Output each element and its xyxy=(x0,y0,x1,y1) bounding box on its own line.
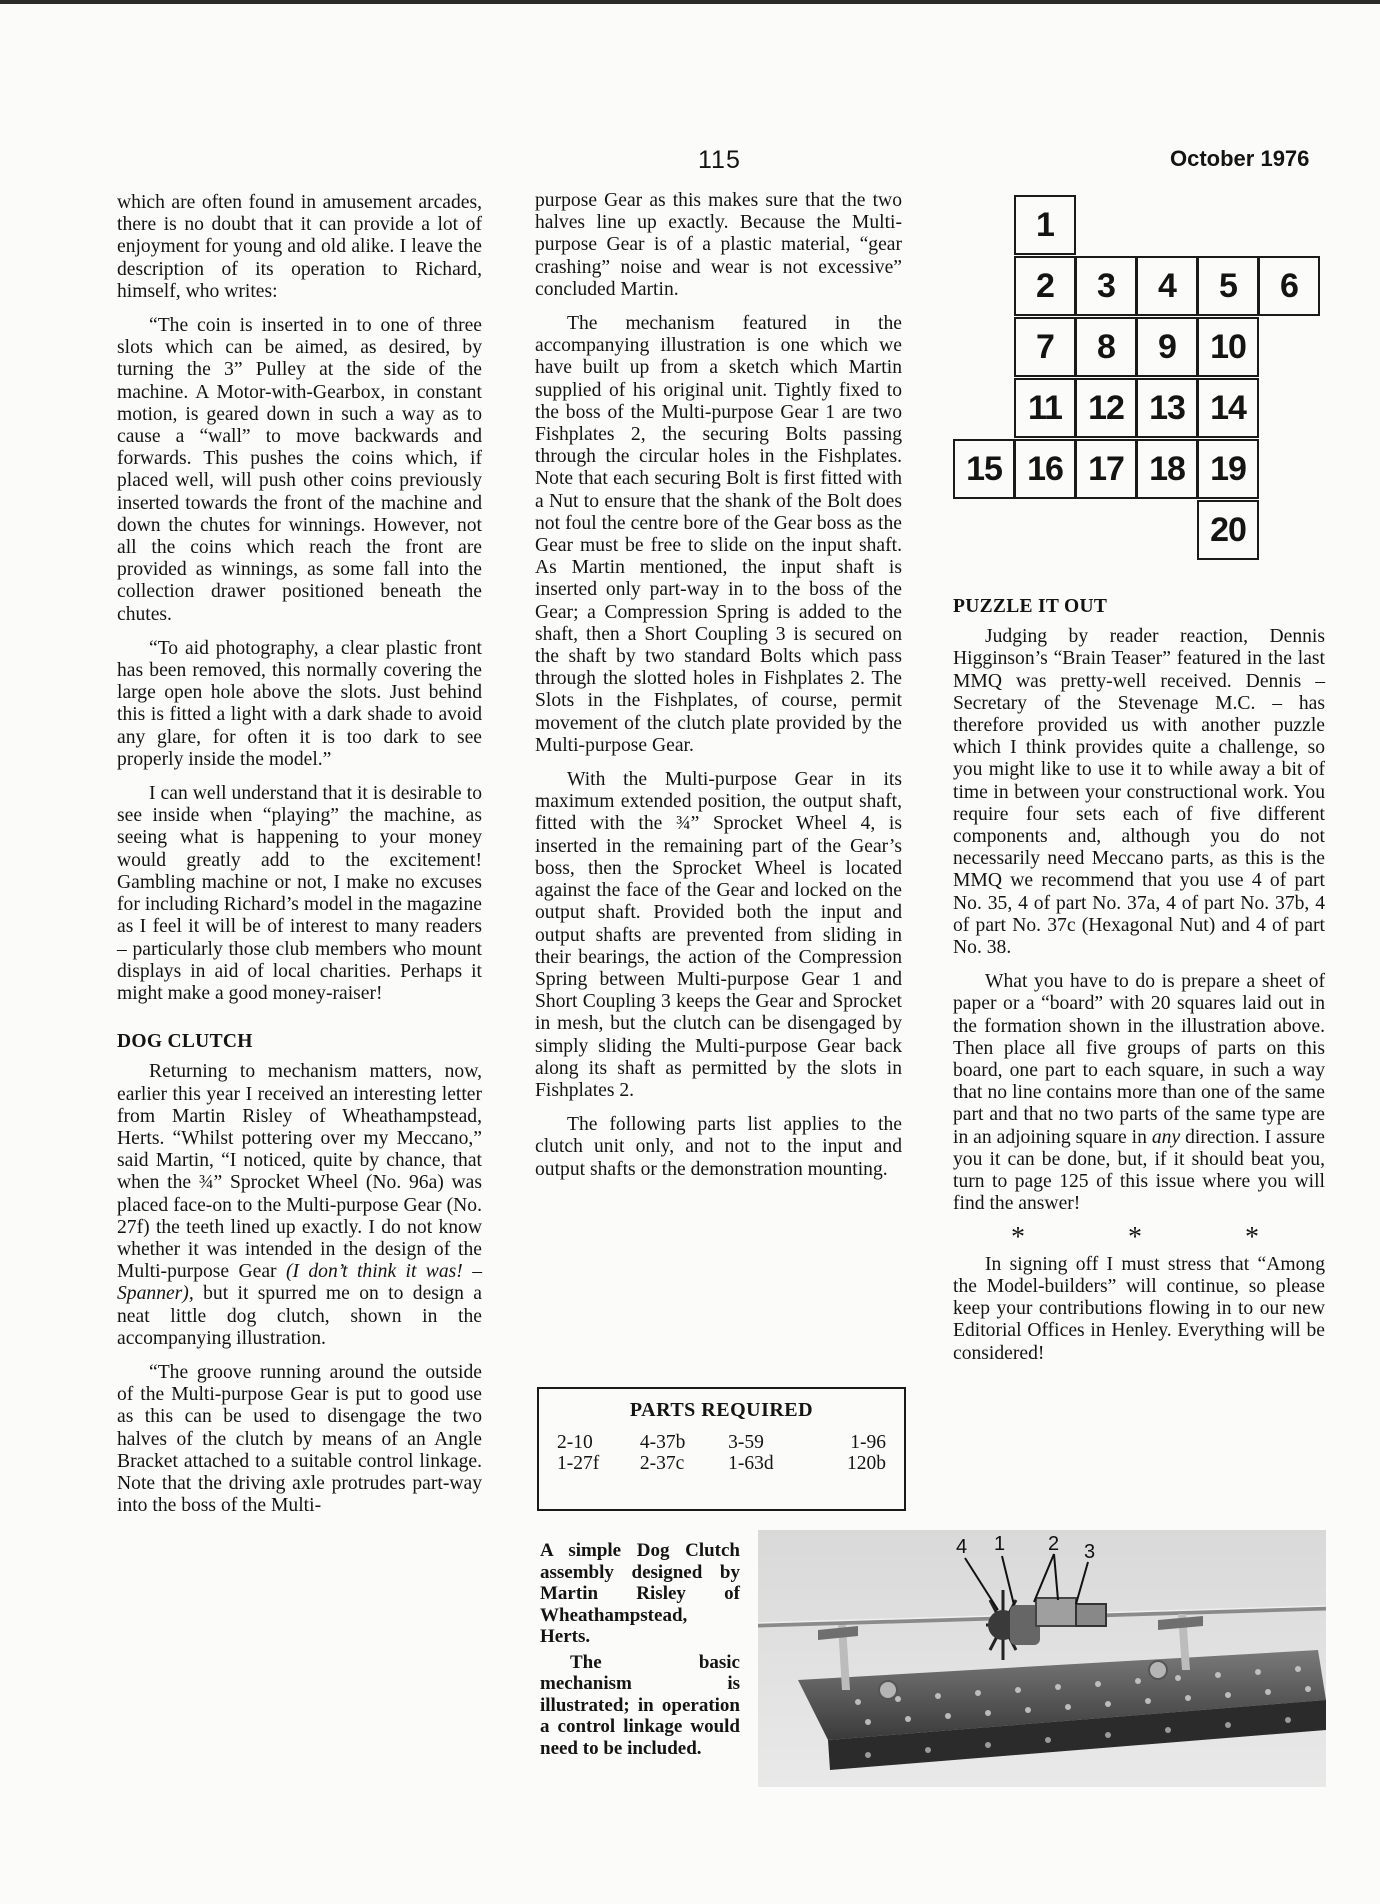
emphasis: any xyxy=(1151,1126,1181,1148)
paragraph: “The groove running around the outside of the Multi-purpose Gear is put to good use as this can be used to disengage the two halves of the clutch by means of an Angle Bracket attached to a suitable control linkage. Note that the driving axle protrudes part-way into the boss of the Multi- xyxy=(117,1361,482,1517)
puzzle-square: 3 xyxy=(1075,256,1137,316)
column-2 xyxy=(535,190,902,1193)
section-divider-stars: * * * xyxy=(1011,1222,1307,1254)
paragraph: which are often found in amusement arcades, there is no doubt that it can provide a lot of enjoyment for young and old alike. I leave the description of its operation to Richard, himself, who writes: xyxy=(117,192,482,302)
section-heading-puzzle: PUZZLE IT OUT xyxy=(953,596,1108,617)
issue-date: October 1976 xyxy=(1170,146,1310,171)
puzzle-square: 19 xyxy=(1197,439,1259,499)
paragraph: I can well understand that it is desirable to see inside when “playing” the machine, as seeing what is happening to your money would greatly add to the excitement! Gambling machine or not, I make no excuses for including Richard’s model in the magazine as I feel it will be of interest to many readers – particularly those club members who mount displays in aid of local charities. Perhaps it might make a good money-raiser! xyxy=(117,783,482,1004)
caption-line: A simple Dog Clutch assembly designed by Martin Risley of Wheathampstead, Herts. xyxy=(540,1540,740,1647)
table-cell: 4-37b xyxy=(639,1432,686,1453)
column-3 xyxy=(953,596,1325,1377)
photo-label-4: 4 xyxy=(956,1536,968,1558)
column-1 xyxy=(117,192,482,1529)
puzzle-square: 10 xyxy=(1197,317,1259,377)
photo-caption xyxy=(540,1540,740,1763)
puzzle-square: 2 xyxy=(1014,256,1076,316)
paragraph: “The coin is inserted in to one of three slots which can be aimed, as desired, by turning the 3” Pulley at the side of the machine. A Motor-with-Gearbox, in constant motion, is geared down in such a way as to cause a “wall” to move backwards and forwards. This pushes the coins which, if placed well, will push other coins previously inserted towards the front of the machine and down the chutes for winnings. However, not all the coins which reach the front are provided as winnings, as some fall into the collection drawer positioned beneath the chutes. xyxy=(117,315,482,625)
paragraph xyxy=(953,971,1325,1215)
puzzle-square: 5 xyxy=(1197,256,1259,316)
puzzle-square: 1 xyxy=(1014,195,1076,255)
paragraph: The following parts list applies to the clutch unit only, and not to the input and output shafts or the demonstration mounting. xyxy=(535,1114,902,1180)
paragraph: The mechanism featured in the accompanying illustration is one which we have built up from a sketch which Martin supplied of his original unit. Tightly fixed to the boss of the Multi-purpose Gear 1 are two Fishplates 2, the securing Bolts passing through the circular holes in the Fishplates. Note that each securing Bolt is first fitted with a Nut to ensure that the shank of the Bolt does not foul the centre bore of the Gear boss as the Gear must be free to slide on the input shaft. As Martin mentioned, the input shaft is inserted only part-way in to the boss of the Gear; a Compression Spring is added to the shaft, then a Short Coupling 3 is secured on the shaft by two standard Bolts which pass through the slotted holes in Fishplates 2. The Slots in the Fishplates, of course, permit movement of the clutch plate provided by the Multi-purpose Gear. xyxy=(535,313,902,756)
dog-clutch-photo xyxy=(758,1530,1326,1787)
photo-label-3: 3 xyxy=(1084,1541,1096,1563)
puzzle-square: 18 xyxy=(1136,439,1198,499)
section-heading-dog-clutch: DOG CLUTCH xyxy=(117,1031,253,1053)
editor-aside: (I don’t think it was! – Spanner), xyxy=(117,1261,482,1305)
table-cell: 1-27f xyxy=(557,1453,600,1474)
caption-line: The basic mechanism is illustrated; in operation a control linkage would need to be included. xyxy=(540,1651,740,1759)
puzzle-square: 20 xyxy=(1197,500,1259,560)
puzzle-square: 9 xyxy=(1136,317,1198,377)
table-row xyxy=(553,1432,890,1453)
text-run: but it spurred me on to design a neat little dog clutch, shown in the accompanying illustration. xyxy=(117,1283,482,1349)
puzzle-square: 12 xyxy=(1075,378,1137,438)
puzzle-grid xyxy=(953,195,1325,565)
puzzle-square: 15 xyxy=(953,439,1015,499)
puzzle-square: 11 xyxy=(1014,378,1076,438)
table-cell: 2-37c xyxy=(639,1453,685,1474)
table-row xyxy=(553,1453,890,1474)
puzzle-square: 6 xyxy=(1258,256,1320,316)
text-run: What you have to do is prepare a sheet of paper or a “board” with 20 squares laid out in the formation shown in the illustration above. Then place all five groups of parts on this board, one part to each square, in such a way that no line contains more than one of the same part and that no two parts of the same type are in an adjoining square in xyxy=(953,971,1325,1148)
parts-title: PARTS REQUIRED xyxy=(629,1399,814,1421)
page-number: 115 xyxy=(698,146,741,174)
text-run: Returning to mechanism matters, now, earlier this year I received an interesting letter from Martin Risley of Wheathampstead, Herts. “Whilst pottering over my Meccano,” said Martin, “I noticed, quite by chance, that when the ¾” Sprocket Wheel (No. 96a) was placed face-on to the Multi-purpose Gear (No. 27f) the teeth lined up exactly. I do not know whether it was intended in the design of the Multi-purpose Gear xyxy=(117,1061,482,1283)
table-cell: 2-10 xyxy=(557,1432,593,1453)
parts-table xyxy=(553,1432,890,1474)
puzzle-square: 14 xyxy=(1197,378,1259,438)
puzzle-square: 17 xyxy=(1075,439,1137,499)
puzzle-square: 8 xyxy=(1075,317,1137,377)
paragraph: purpose Gear as this makes sure that the two halves line up exactly. Because the Multi-purpose Gear is of a plastic material, “gear crashing” noise and wear is not excessive” concluded Martin. xyxy=(535,190,902,300)
table-cell: 3-59 xyxy=(728,1432,764,1453)
table-cell: 120b xyxy=(847,1453,886,1474)
text-run: direction. I assure you it can be done, but, if it should beat you, turn to page 125 of this issue where you will find the answer! xyxy=(953,1126,1325,1215)
puzzle-square: 4 xyxy=(1136,256,1198,316)
photo-label-2: 2 xyxy=(1048,1533,1060,1555)
paragraph: “To aid photography, a clear plastic front has been removed, this normally covering the large open hole above the slots. Just behind this is fitted a light with a dark shade to avoid any glare, for often it is too dark to see properly inside the model.” xyxy=(117,637,482,770)
photo-label-1: 1 xyxy=(994,1533,1006,1555)
paragraph: In signing off I must stress that “Among the Model-builders” will continue, so please keep your contributions flowing in to our new Editorial Offices in Henley. Everything will be considered! xyxy=(953,1253,1325,1364)
parts-required-box xyxy=(537,1387,906,1511)
puzzle-square: 16 xyxy=(1014,439,1076,499)
table-cell: 1-96 xyxy=(850,1432,886,1453)
table-cell: 1-63d xyxy=(728,1453,774,1474)
paragraph: With the Multi-purpose Gear in its maximum extended position, the output shaft, fitted with the ¾” Sprocket Wheel 4, is inserted in the remaining part of the Gear’s boss, then the Sprocket Wheel is located against the face of the Gear and locked on the output shaft. Provided both the input and output shafts are prevented from sliding in their bearings, the action of the Compression Spring between Multi-purpose Gear 1 and Short Coupling 3 keeps the Gear and Sprocket in mesh, but the clutch can be disengaged by simply sliding the Multi-purpose Gear back along its shaft as permitted by the slots in Fishplates 2. xyxy=(535,769,902,1101)
puzzle-square: 7 xyxy=(1014,317,1076,377)
puzzle-square: 13 xyxy=(1136,378,1198,438)
top-rule xyxy=(0,0,1380,4)
paragraph xyxy=(117,1061,482,1350)
paragraph: Judging by reader reaction, Dennis Higginson’s “Brain Teaser” featured in the last MMQ was pretty-well received. Dennis – Secretary of the Stevenage M.C. – has therefore provided us with another puzzle which I think provides quite a challenge, so you might like to use it to while away a bit of time in between your constructional work. You require four sets each of five different components and, although you do not necessarily need Meccano parts, as this is the MMQ we recommend that you use 4 of part No. 35, 4 of part No. 37a, 4 of part No. 37b, 4 of part No. 37c (Hexagonal Nut) and 4 of part No. 38. xyxy=(953,626,1325,959)
